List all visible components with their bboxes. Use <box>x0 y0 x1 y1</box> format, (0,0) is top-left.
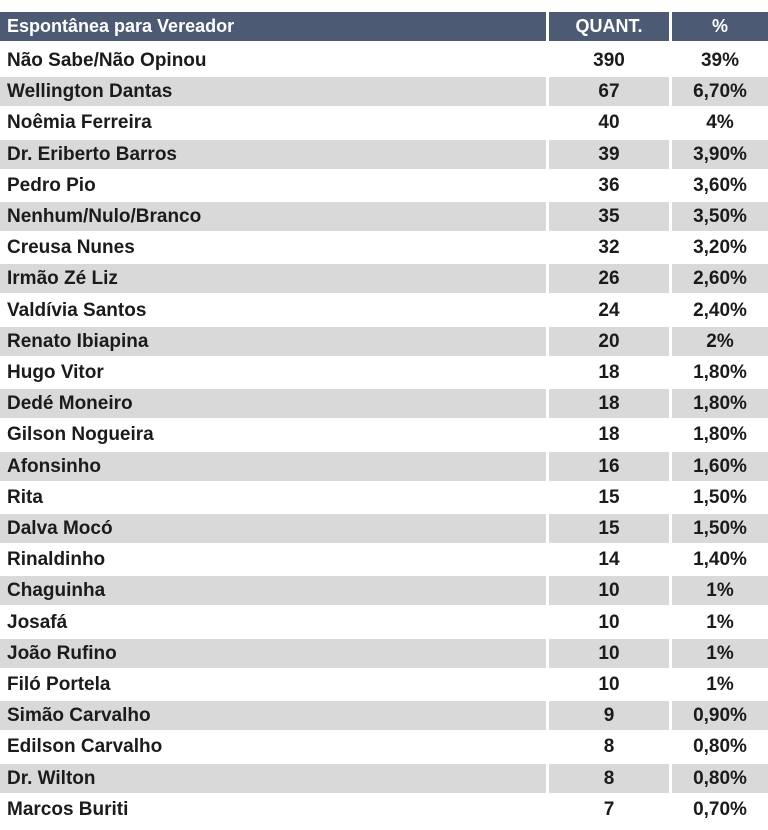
row-quant-cell: 15 <box>549 483 669 512</box>
row-quant-cell: 18 <box>549 389 669 418</box>
row-name-cell: Afonsinho <box>0 452 546 481</box>
row-quant-cell: 32 <box>549 233 669 262</box>
row-name-cell: João Rufino <box>0 639 546 668</box>
header-percent: % <box>672 12 768 41</box>
row-percent-cell: 1,80% <box>672 389 768 418</box>
row-percent-cell: 4% <box>672 108 768 137</box>
row-quant-cell: 390 <box>549 46 669 75</box>
row-percent-cell: 1% <box>672 608 768 637</box>
row-percent-cell: 2% <box>672 327 768 356</box>
row-name-cell: Wellington Dantas <box>0 77 546 106</box>
row-name-cell: Valdívia Santos <box>0 296 546 325</box>
header-name: Espontânea para Vereador <box>0 12 546 41</box>
row-name-cell: Simão Carvalho <box>0 701 546 730</box>
row-quant-cell: 8 <box>549 764 669 793</box>
row-name-cell: Hugo Vitor <box>0 358 546 387</box>
row-percent-cell: 1% <box>672 639 768 668</box>
row-name-cell: Noêmia Ferreira <box>0 108 546 137</box>
row-name-cell: Chaguinha <box>0 576 546 605</box>
row-quant-cell: 9 <box>549 701 669 730</box>
row-percent-cell: 1,80% <box>672 420 768 449</box>
row-percent-cell: 39% <box>672 46 768 75</box>
row-percent-cell: 0,70% <box>672 795 768 824</box>
row-name-cell: Rita <box>0 483 546 512</box>
row-name-cell: Dedé Moneiro <box>0 389 546 418</box>
row-percent-cell: 0,80% <box>672 732 768 761</box>
row-percent-cell: 0,80% <box>672 764 768 793</box>
row-percent-cell: 3,90% <box>672 140 768 169</box>
row-quant-cell: 35 <box>549 202 669 231</box>
row-quant-cell: 18 <box>549 358 669 387</box>
row-quant-cell: 39 <box>549 140 669 169</box>
row-quant-cell: 10 <box>549 639 669 668</box>
row-percent-cell: 1% <box>672 670 768 699</box>
row-quant-cell: 26 <box>549 264 669 293</box>
row-quant-cell: 36 <box>549 171 669 200</box>
row-name-cell: Marcos Buriti <box>0 795 546 824</box>
row-percent-cell: 0,90% <box>672 701 768 730</box>
row-name-cell: Pedro Pio <box>0 171 546 200</box>
row-quant-cell: 10 <box>549 576 669 605</box>
row-quant-cell: 10 <box>549 670 669 699</box>
row-quant-cell: 14 <box>549 545 669 574</box>
row-percent-cell: 1% <box>672 576 768 605</box>
row-name-cell: Dr. Wilton <box>0 764 546 793</box>
row-quant-cell: 67 <box>549 77 669 106</box>
row-quant-cell: 10 <box>549 608 669 637</box>
row-name-cell: Josafá <box>0 608 546 637</box>
row-percent-cell: 1,80% <box>672 358 768 387</box>
row-percent-cell: 1,50% <box>672 514 768 543</box>
row-name-cell: Não Sabe/Não Opinou <box>0 46 546 75</box>
header-quant: QUANT. <box>549 12 669 41</box>
row-quant-cell: 18 <box>549 420 669 449</box>
row-percent-cell: 3,60% <box>672 171 768 200</box>
row-name-cell: Gilson Nogueira <box>0 420 546 449</box>
row-name-cell: Filó Portela <box>0 670 546 699</box>
row-name-cell: Dalva Mocó <box>0 514 546 543</box>
row-quant-cell: 15 <box>549 514 669 543</box>
row-percent-cell: 2,40% <box>672 296 768 325</box>
row-name-cell: Nenhum/Nulo/Branco <box>0 202 546 231</box>
row-name-cell: Rinaldinho <box>0 545 546 574</box>
row-name-cell: Edilson Carvalho <box>0 732 546 761</box>
row-quant-cell: 8 <box>549 732 669 761</box>
row-name-cell: Irmão Zé Liz <box>0 264 546 293</box>
row-quant-cell: 40 <box>549 108 669 137</box>
row-percent-cell: 3,50% <box>672 202 768 231</box>
row-percent-cell: 3,20% <box>672 233 768 262</box>
row-percent-cell: 1,40% <box>672 545 768 574</box>
row-percent-cell: 6,70% <box>672 77 768 106</box>
row-quant-cell: 7 <box>549 795 669 824</box>
row-name-cell: Dr. Eriberto Barros <box>0 140 546 169</box>
row-name-cell: Renato Ibiapina <box>0 327 546 356</box>
row-percent-cell: 1,60% <box>672 452 768 481</box>
row-percent-cell: 2,60% <box>672 264 768 293</box>
row-percent-cell: 1,50% <box>672 483 768 512</box>
row-quant-cell: 24 <box>549 296 669 325</box>
row-quant-cell: 16 <box>549 452 669 481</box>
row-name-cell: Creusa Nunes <box>0 233 546 262</box>
row-quant-cell: 20 <box>549 327 669 356</box>
